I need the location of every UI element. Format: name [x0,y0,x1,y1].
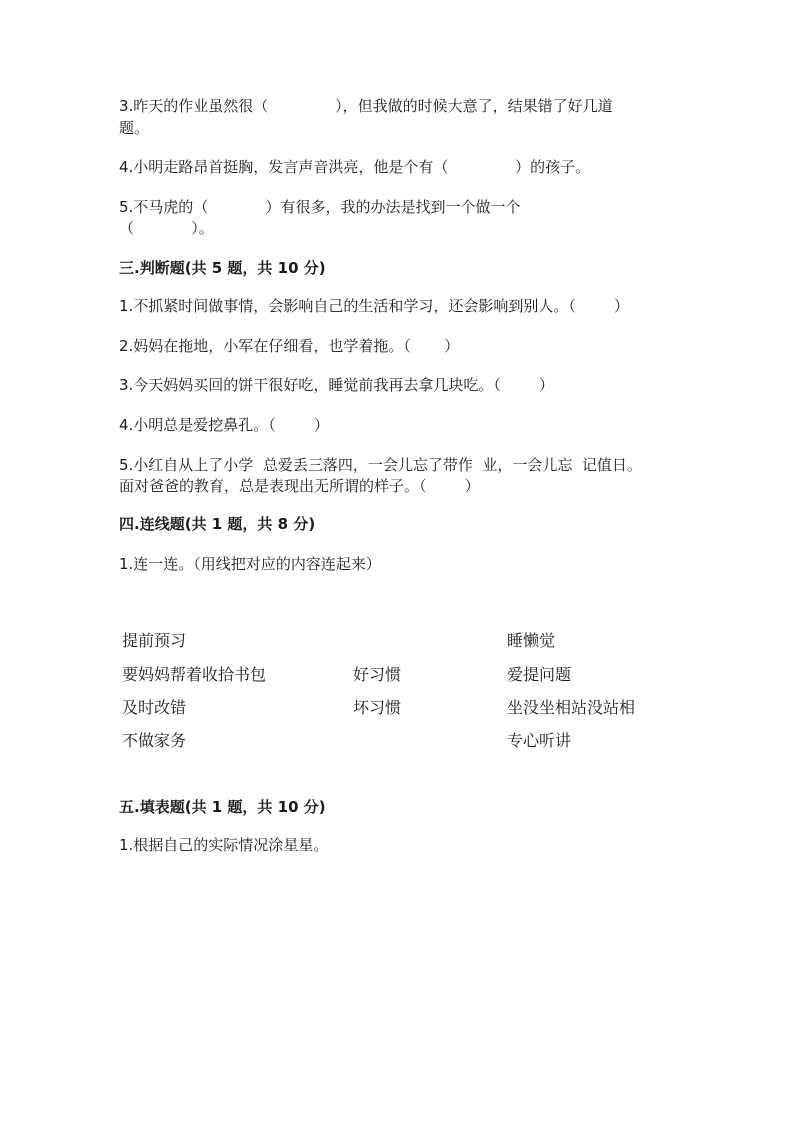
fill-blank-q3-line1: 3.昨天的作业虽然很（ ），但我做的时候大意了，结果错了好几道 [119,97,613,115]
matching-right-item: 专心听讲 [507,731,572,750]
matching-left-item: 提前预习 [122,631,187,650]
true-false-q1: 1.不抓紧时间做事情，会影响自己的生活和学习，还会影响到别人。（ ） [119,297,629,315]
matching-right-item: 爱提问题 [507,665,572,684]
true-false-q4: 4.小明总是爱挖鼻孔。（ ） [119,416,329,434]
section-heading-matching: 四.连线题(共 1 题，共 8 分) [119,515,316,533]
fill-blank-q3-line2: 题。 [119,119,150,137]
matching-right-item: 睡懒觉 [507,631,556,650]
matching-right-item: 坐没坐相站没站相 [507,698,636,717]
matching-middle-item: 好习惯 [353,665,402,684]
matching-q1: 1.连一连。（用线把对应的内容连起来） [119,555,381,573]
true-false-q3: 3.今天妈妈买回的饼干很好吃，睡觉前我再去拿几块吃。（ ） [119,376,554,394]
true-false-q2: 2.妈妈在拖地，小军在仔细看，也学着拖。（ ） [119,337,460,355]
matching-left-item: 要妈妈帮着收拾书包 [122,665,267,684]
table-q1: 1.根据自己的实际情况涂星星。 [119,836,329,854]
section-heading-true-false: 三.判断题(共 5 题，共 10 分) [119,259,326,277]
matching-left-item: 及时改错 [122,698,187,717]
true-false-q5-line2: 面对爸爸的教育，总是表现出无所谓的样子。（ ） [119,477,480,495]
section-heading-table: 五.填表题(共 1 题，共 10 分) [119,798,326,816]
fill-blank-q4: 4.小明走路昂首挺胸，发言声音洪亮，他是个有（ ）的孩子。 [119,158,591,176]
fill-blank-q5-line1: 5.不马虎的（ ）有很多，我的办法是找到一个做一个 [119,198,521,216]
matching-middle-item: 坏习惯 [353,698,402,717]
true-false-q5-line1: 5.小红自从上了小学 总爱丢三落四，一会儿忘了带作 业，一会儿忘 记值日。 [119,456,642,474]
fill-blank-q5-line2: （ ）。 [119,219,214,237]
matching-left-item: 不做家务 [122,731,187,750]
